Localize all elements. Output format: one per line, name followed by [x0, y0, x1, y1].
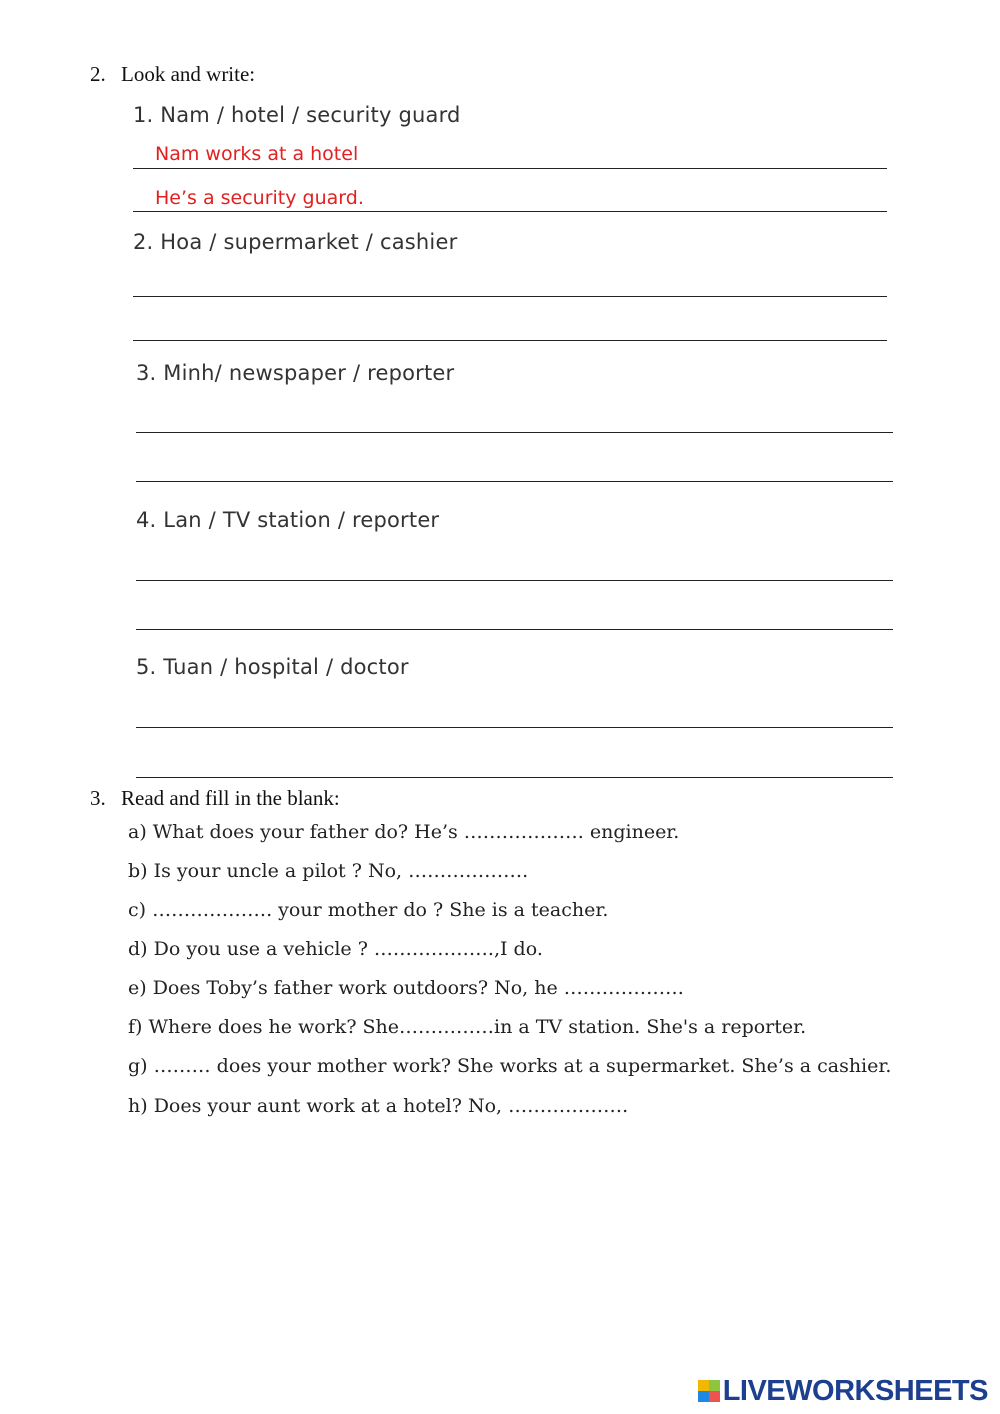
item-2-answer-line-2 — [133, 340, 887, 341]
section-2-number: 2. — [90, 62, 106, 86]
item-2-prompt: 2. Hoa / supermarket / cashier — [133, 230, 458, 254]
item-1-prompt: 1. Nam / hotel / security guard — [133, 103, 461, 127]
fill-item-b[interactable]: b) Is your uncle a pilot ? No, ………………. — [128, 860, 529, 882]
item-4-prompt: 4. Lan / TV station / reporter — [136, 508, 440, 532]
fill-item-c[interactable]: c) ………………. your mother do ? She is a teacher. — [128, 899, 609, 921]
section-3-title: Read and fill in the blank: — [121, 786, 340, 810]
liveworksheets-brand — [698, 1374, 988, 1408]
fill-item-e[interactable]: e) Does Toby’s father work outdoors? No, he ………………. — [128, 977, 684, 999]
fill-item-h[interactable]: h) Does your aunt work at a hotel? No, ………………. — [128, 1095, 629, 1117]
item-2-answer-line-1 — [133, 296, 887, 297]
section-2-title: Look and write: — [121, 62, 256, 86]
section-3-heading — [90, 786, 340, 811]
liveworksheets-logo-icon — [698, 1380, 720, 1402]
item-3-prompt: 3. Minh/ newspaper / reporter — [136, 361, 455, 385]
fill-item-f[interactable]: f) Where does he work? She……………in a TV station. She's a reporter. — [128, 1016, 807, 1038]
section-2-heading — [90, 62, 255, 87]
fill-item-d[interactable]: d) Do you use a vehicle ? ……………….,I do. — [128, 938, 543, 960]
brand-wordmark: LIVEWORKSHEETS — [722, 1374, 988, 1407]
section-3-number: 3. — [90, 786, 106, 810]
item-5-answer-line-2 — [136, 777, 893, 778]
item-4-answer-line-2 — [136, 629, 893, 630]
item-3-answer-line-2 — [136, 481, 893, 482]
item-3-answer-line-1 — [136, 432, 893, 433]
item-1-answer-2[interactable]: He’s a security guard. — [155, 187, 364, 209]
item-5-answer-line-1 — [136, 727, 893, 728]
item-1-answer-1[interactable]: Nam works at a hotel — [155, 143, 359, 165]
item-4-answer-line-1 — [136, 580, 893, 581]
item-1-answer-line-1 — [133, 168, 887, 169]
fill-item-a[interactable]: a) What does your father do? He’s ………………. engineer. — [128, 821, 680, 843]
item-5-prompt: 5. Tuan / hospital / doctor — [136, 655, 409, 679]
fill-item-g[interactable]: g) ……… does your mother work? She works at a supermarket. She’s a cashier. — [128, 1055, 892, 1077]
item-1-answer-line-2 — [133, 211, 887, 212]
